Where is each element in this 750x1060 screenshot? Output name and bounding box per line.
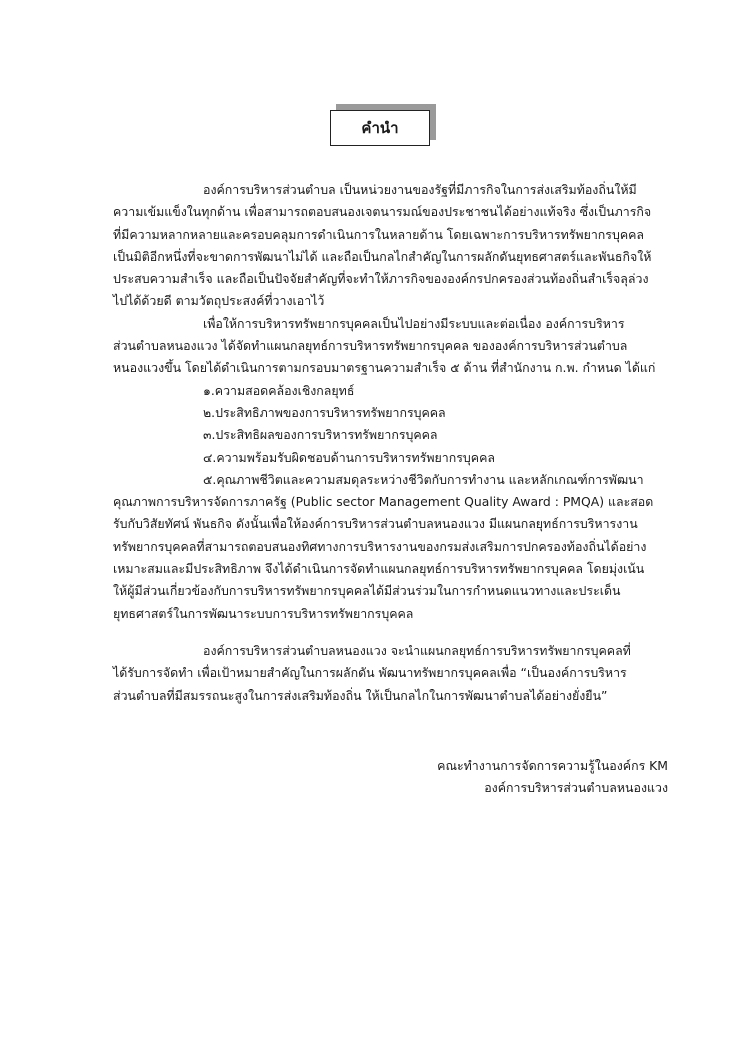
closing-line: ได้รับการจัดทำ เพื่อเป้าหมายสำคัญในการผลักดัน พัฒนาทรัพยากรบุคคลเพื่อ “เป็นองค์การบริหาร xyxy=(113,665,627,681)
paragraph-gap xyxy=(113,625,673,640)
list-continuation-line: คุณภาพการบริหารจัดการภาครัฐ (Public sector Management Quality Award : PMQA) และสอด xyxy=(113,494,654,510)
list-continuation-line: ยุทธศาสตร์ในการพัฒนาระบบการบริหารทรัพยากรบุคคล xyxy=(113,605,414,621)
paragraph-1-line: ไปได้ด้วยดี ตามวัตถุประสงค์ที่วางเอาไว้ xyxy=(113,293,325,309)
paragraph-1-line: ที่มีความหลากหลายและครอบคลุมการดำเนินการในหลายด้าน โดยเฉพาะการบริหารทรัพยากรบุคคล xyxy=(113,226,644,242)
paragraph-1-line: ประสบความสำเร็จ และถือเป็นปัจจัยสำคัญที่จะทำให้ภารกิจขององค์กรปกครองส่วนท้องถิ่นสำเร็จลุล่วง xyxy=(113,271,649,287)
page-title: คำนำ xyxy=(330,110,430,146)
title-frame xyxy=(330,110,430,146)
document-body xyxy=(113,179,673,707)
list-continuation-line: เหมาะสมและมีประสิทธิภาพ จึงได้ดำเนินการจัดทำแผนกลยุทธ์การบริหารทรัพยากรบุคคล โดยมุ่งเน้น xyxy=(113,561,645,577)
signature-block xyxy=(437,755,668,800)
paragraph-1-line: ความเข้มแข็งในทุกด้าน เพื่อสามารถตอบสนองเจตนารมณ์ของประชาชนได้อย่างแท้จริง ซึ่งเป็นภารกิจ xyxy=(113,204,652,220)
paragraph-2-line: ส่วนตำบลหนองแวง ได้จัดทำแผนกลยุทธ์การบริหารทรัพยากรบุคคล ขององค์การบริหารส่วนตำบล xyxy=(113,338,628,354)
paragraph-2-line: หนองแวงขึ้น โดยได้ดำเนินการตามกรอบมาตรฐานความสำเร็จ ๕ ด้าน ที่สำนักงาน ก.พ. กำหนด ได้แก่ xyxy=(113,360,656,376)
list-item: ๓.ประสิทธิผลของการบริหารทรัพยากรบุคคล xyxy=(203,427,438,443)
signature-organization: องค์การบริหารส่วนตำบลหนองแวง xyxy=(484,780,668,796)
list-continuation-line: รับกับวิสัยทัศน์ พันธกิจ ดังนั้นเพื่อให้องค์การบริหารส่วนตำบลหนองแวง มีแผนกลยุทธ์การบริหารงาน xyxy=(113,516,638,532)
list-continuation-line: ให้ผู้มีส่วนเกี่ยวข้องกับการบริหารทรัพยากรบุคคลได้มีส่วนร่วมในการกำหนดแนวทางและประเด็น xyxy=(113,583,621,599)
paragraph-2-line: เพื่อให้การบริหารทรัพยากรบุคคลเป็นไปอย่างมีระบบและต่อเนื่อง องค์การบริหาร xyxy=(203,315,625,331)
closing-line: องค์การบริหารส่วนตำบลหนองแวง จะนำแผนกลยุทธ์การบริหารทรัพยากรบุคคลที่ xyxy=(203,642,631,658)
signature-committee: คณะทำงานการจัดการความรู้ในองค์กร KM xyxy=(437,758,668,773)
list-item: ๑.ความสอดคล้องเชิงกลยุทธ์ xyxy=(203,382,355,398)
paragraph-1-line: องค์การบริหารส่วนตำบล เป็นหน่วยงานของรัฐที่มีภารกิจในการส่งเสริมท้องถิ่นให้มี xyxy=(203,182,637,197)
closing-line: ส่วนตำบลที่มีสมรรถนะสูงในการส่งเสริมท้องถิ่น ให้เป็นกลไกในการพัฒนาตำบลได้อย่างยั่งยืน” xyxy=(113,687,608,703)
list-item: ๒.ประสิทธิภาพของการบริหารทรัพยากรบุคคล xyxy=(203,404,446,420)
list-item: ๕.คุณภาพชีวิตและความสมดุลระหว่างชีวิตกับการทำงาน และหลักเกณฑ์การพัฒนา xyxy=(203,471,644,487)
list-continuation-line: ทรัพยากรบุคคลที่สามารถตอบสนองทิศทางการบริหารงานของกรมส่งเสริมการปกครองท้องถิ่นได้อย่าง xyxy=(113,538,647,554)
paragraph-1-line: เป็นมิติอีกหนึ่งที่จะขาดการพัฒนาไม่ได้ และถือเป็นกลไกสำคัญในการผลักดันยุทธศาสตร์และพันธกิจให้ xyxy=(113,248,652,264)
list-item: ๔.ความพร้อมรับผิดชอบด้านการบริหารทรัพยากรบุคคล xyxy=(203,449,495,465)
